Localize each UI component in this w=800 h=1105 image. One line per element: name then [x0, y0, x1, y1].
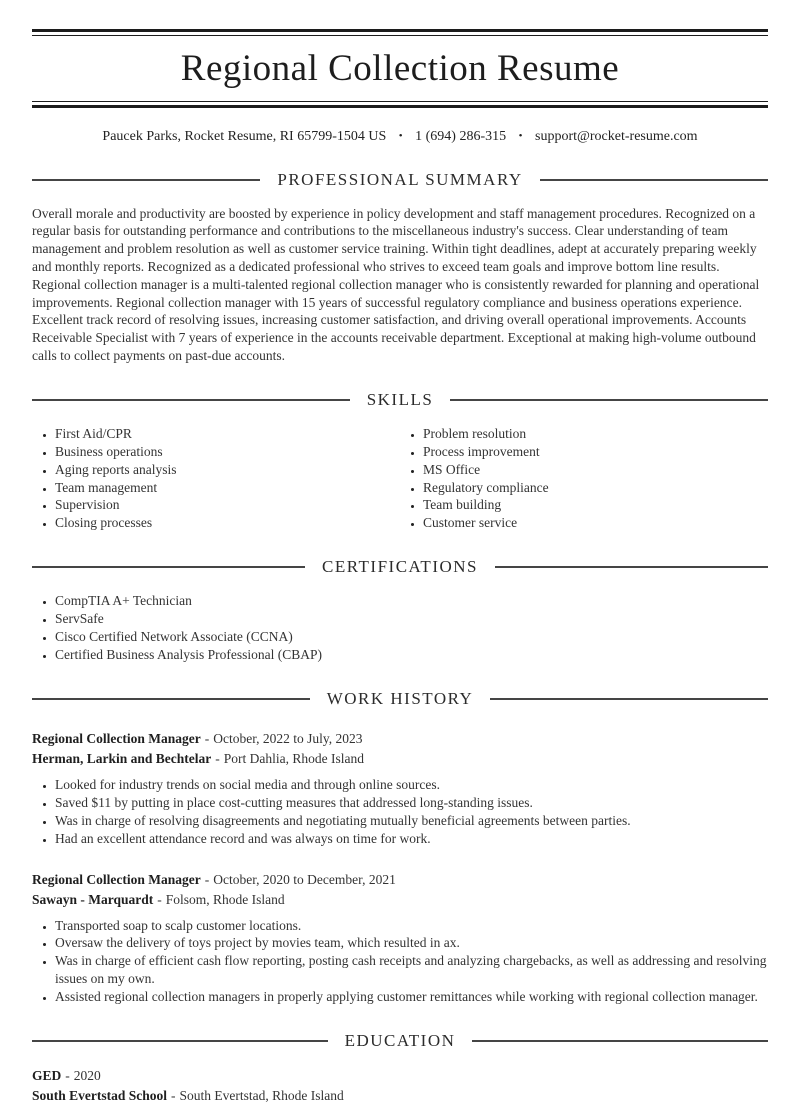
header-bottom-double-rule: [32, 101, 768, 108]
heading-divider-left: [32, 698, 310, 700]
job-company-line: [32, 749, 768, 769]
job-bullet: • Saved $11 by putting in place cost-cutting measures that addressed long-standing issues.: [55, 794, 768, 812]
resume-header: [32, 29, 768, 145]
heading-divider-left: [32, 1040, 328, 1042]
header-top-double-rule: [32, 29, 768, 36]
section-skills: [32, 390, 768, 532]
skill-item: • Customer service: [423, 514, 768, 532]
contact-phone: 1 (694) 286-315: [415, 128, 507, 144]
summary-paragraph: Overall morale and productivity are boosted by experience in policy development and staff management procedures. Recognized on a regular basis for outstanding performance and contributions to the miscellaneous industry's success. Clear understanding of team management and problem resolution as well as customer service training. Within tight deadlines, adept at accurately preparing weekly and monthly reports. Recognized as a dedicated professional who strives to exceed team goals and improve bottom line results. Regional collection manager is a multi-talented regional collection manager who is consistently rewarded for planning and operational improvements. Regional collection manager with 15 years of successful regulatory compliance and business operations experience. Excellent track record of resolving issues, increasing customer satisfaction, and driving overall operational improvements. Accounts Receivable Specialist with 7 years of experience in the accounts receivable department. Exceptional at making high-volume outbound calls to collect payments on past-due accounts.: [32, 205, 760, 364]
heading-divider-left: [32, 179, 260, 181]
skill-item: • Supervision: [55, 496, 400, 514]
dash-separator: -: [171, 1087, 176, 1103]
dash-separator: -: [204, 871, 210, 887]
section-heading: [32, 390, 768, 410]
skills-column-left: [32, 425, 400, 532]
job-bullets: [32, 917, 768, 1007]
contact-line: [32, 129, 768, 145]
section-heading: [32, 1031, 768, 1051]
skills-list-left: [32, 425, 400, 532]
job-title-line: [32, 870, 768, 890]
contact-email: support@rocket-resume.com: [535, 128, 698, 144]
job-bullet: • Was in charge of efficient cash flow reporting, posting cash receipts and analyzing chargebacks, as well as addressing and resolving issues on my own.: [55, 952, 768, 988]
education-degree: GED: [32, 1068, 62, 1084]
job-bullet: • Oversaw the delivery of toys project by movies team, which resulted in ax.: [55, 934, 768, 952]
heading-divider-right: [490, 698, 768, 700]
dash-separator: -: [215, 750, 220, 766]
job-company: Herman, Larkin and Bechtelar: [32, 750, 212, 766]
section-heading: [32, 557, 768, 577]
job-company-line: [32, 890, 768, 910]
job-bullet: • Looked for industry trends on social media and through online sources.: [55, 776, 768, 794]
education-school-line: [32, 1086, 768, 1105]
job-dates: October, 2022 to July, 2023: [213, 730, 363, 746]
certification-item: • Certified Business Analysis Professional (CBAP): [55, 646, 768, 664]
section-education: [32, 1031, 768, 1105]
job-location: Folsom, Rhode Island: [165, 891, 285, 907]
heading-divider-right: [495, 566, 768, 568]
job-bullet: • Assisted regional collection managers in properly applying customer remittances while working with regional collection manager.: [55, 988, 768, 1006]
skill-item: • Team management: [55, 479, 400, 497]
skill-item: • Process improvement: [423, 443, 768, 461]
job-entry: [32, 729, 768, 848]
page-title: Regional Collection Resume: [180, 48, 620, 89]
section-title: EDUCATION: [344, 1031, 456, 1051]
skills-column-right: [400, 425, 768, 532]
heading-divider-right: [472, 1040, 768, 1042]
skills-list-right: [400, 425, 768, 532]
job-bullets: [32, 776, 768, 848]
certification-item: • CompTIA A+ Technician: [55, 592, 768, 610]
education-degree-line: [32, 1066, 768, 1086]
skill-item: • Regulatory compliance: [423, 479, 768, 497]
skill-item: • MS Office: [423, 461, 768, 479]
skill-item: • Closing processes: [55, 514, 400, 532]
section-heading: [32, 170, 768, 190]
section-title: PROFESSIONAL SUMMARY: [277, 169, 523, 189]
skill-item: • Team building: [423, 496, 768, 514]
job-bullet: • Was in charge of resolving disagreements and negotiating mutually beneficial agreements between parties.: [55, 812, 768, 830]
section-certifications: [32, 557, 768, 664]
certification-item: • ServSafe: [55, 610, 768, 628]
heading-divider-right: [540, 179, 768, 181]
skill-item: • Problem resolution: [423, 425, 768, 443]
section-heading: [32, 689, 768, 709]
job-title: Regional Collection Manager: [32, 730, 201, 746]
contact-separator-dot: •: [398, 129, 403, 142]
contact-separator-dot: •: [518, 129, 523, 142]
job-dates: October, 2020 to December, 2021: [213, 871, 396, 887]
section-title: WORK HISTORY: [326, 688, 474, 708]
heading-divider-left: [32, 399, 350, 401]
section-title: SKILLS: [366, 389, 434, 409]
job-company: Sawayn - Marquardt: [32, 891, 154, 907]
skill-item: • First Aid/CPR: [55, 425, 400, 443]
job-location: Port Dahlia, Rhode Island: [223, 750, 364, 766]
job-title-line: [32, 729, 768, 749]
education-location: South Evertstad, Rhode Island: [179, 1087, 344, 1103]
dash-separator: -: [65, 1068, 70, 1084]
certifications-list: [32, 592, 768, 664]
education-school: South Evertstad School: [32, 1087, 168, 1103]
job-title: Regional Collection Manager: [32, 871, 201, 887]
job-bullet: • Had an excellent attendance record and was always on time for work.: [55, 830, 768, 848]
section-professional-summary: [32, 170, 768, 365]
skill-item: • Business operations: [55, 443, 400, 461]
section-title: CERTIFICATIONS: [322, 557, 478, 577]
job-bullet: • Transported soap to scalp customer locations.: [55, 917, 768, 935]
education-year: 2020: [73, 1068, 101, 1084]
dash-separator: -: [157, 891, 162, 907]
certification-item: • Cisco Certified Network Associate (CCNA): [55, 628, 768, 646]
dash-separator: -: [204, 730, 210, 746]
job-entry: [32, 870, 768, 1007]
skill-item: • Aging reports analysis: [55, 461, 400, 479]
heading-divider-right: [450, 399, 768, 401]
section-work-history: [32, 689, 768, 1006]
contact-address: Paucek Parks, Rocket Resume, RI 65799-1504 US: [102, 128, 387, 144]
heading-divider-left: [32, 566, 305, 568]
skills-columns: [32, 425, 768, 532]
